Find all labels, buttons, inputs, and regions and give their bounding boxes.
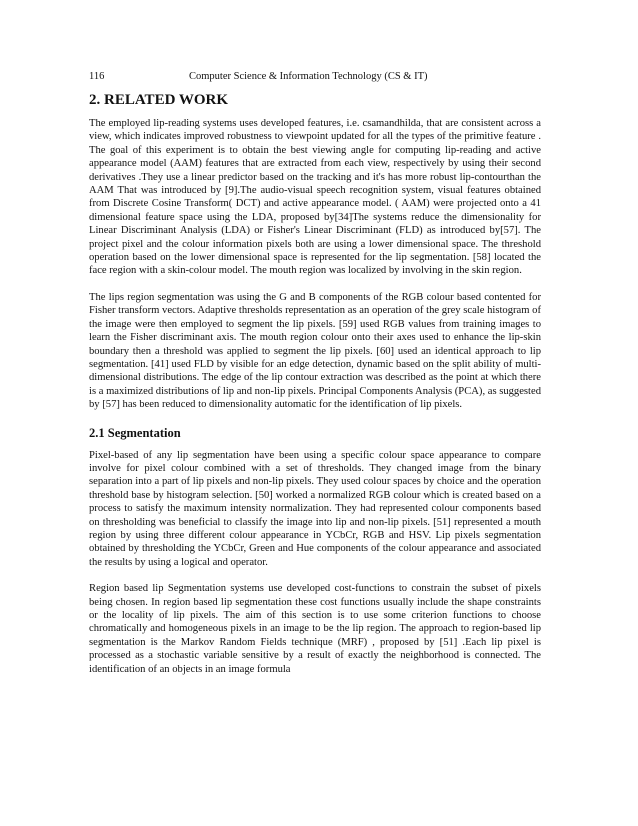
subsection-heading: 2.1 Segmentation: [89, 425, 181, 440]
section-paragraph-2: The lips region segmentation was using the G and B components of the RGB colour based contented for Fisher transform vectors. Adaptive thresholds representation as an operation of the grey scale histogram of the image were then employed to segment the lip pixels. [59] used RGB values from training images to learn the Fisher discriminant axis. The mouth region colour onto their axes used to enhance the lip-skin boundary then a threshold was applied to segment the lip pixels. [60] used an identical approach to lip segmentation. [41] used FLD by visible for an edge detection, dynamic based on the split ability of multi-dimensional distributions. The edge of the lip contour extraction was described as the point at which there is a maximized distributions of lip and non-lip pixels. Principal Components Analysis (PCA), as suggested by [57] has been reduced to dimensionality automatic for the identification of lip pixels.: [89, 291, 541, 411]
section-paragraph-1: The employed lip-reading systems uses developed features, i.e. csamandhilda, that are consistent across a view, which indicates improved robustness to viewpoint updated for all the types of the primitive feature . The goal of this experiment is to obtain the best viewing angle for computing lip-reading and active appearance model (AAM) features that are extracted from each view, respectively by using their second derivatives .They use a linear predictor based on the tracking and it's has more robust lip-contourthan the AAM That was introduced by [9].The audio-visual speech recognition system, visual features obtained from Discrete Cosine Transform( DCT) and active appearance model. ( AAM) were projected onto a 41 dimensional feature space using the LDA, proposed by[34]The systems reduce the dimensionality for Linear Discriminant Analysis (LDA) or Fisher's Linear Discriminant (FLD) as introduced by[57]. The project pixel and the colour information pixels both are using a lower dimensional space. The threshold operation based on the lower dimensional space is represented for the lip segmentation. [58] located the face region with a skin-colour model. The mouth region was localized by involving in the skin region.: [89, 118, 541, 277]
page-number: 116: [89, 71, 105, 82]
section-heading: 2. RELATED WORK: [89, 92, 229, 108]
subsection-paragraph-1: Pixel-based of any lip segmentation have been using a specific colour space appearance to compare involve for pixel colour combined with a set of thresholds. They changed image from the binary separation into a part of lip pixels and non-lip pixels. They used colour spaces by choice and the operation threshold base by histogram selection. [50] worked a normalized RGB colour which is created based on a process to satisfy the maximum intensity normalization. They had represented colour components based on thresholding was beneficial to classify the image into lip and non-lip pixels. [51] represented a mouth region by using three different colour appearance in YCbCr, RGB and HSV. Lip pixels segmentation obtained by thresholding the YCbCr, Green and Hue components of the colour appearance and associated the results by using a logical and operator.: [89, 449, 541, 568]
body-content: [89, 90, 541, 676]
subsection-paragraph-2: Region based lip Segmentation systems use developed cost-functions to constrain the subset of pixels being chosen. In region based lip segmentation these cost functions usually include the shape constraints or the locality of lip pixels. The aim of this section is to use some criterion functions to choose chromatically and homogeneous pixels in an image to be the lip region. The approach to region-based lip segmentation is the Markov Random Fields technique (MRF) , proposed by [51] .Each lip pixel is processed as a stochastic variable sensitive by a result of exactly the neighborhood is connected. The identification of an objects in an image formula: [89, 583, 541, 675]
journal-title: Computer Science & Information Technology (CS & IT): [189, 71, 428, 82]
